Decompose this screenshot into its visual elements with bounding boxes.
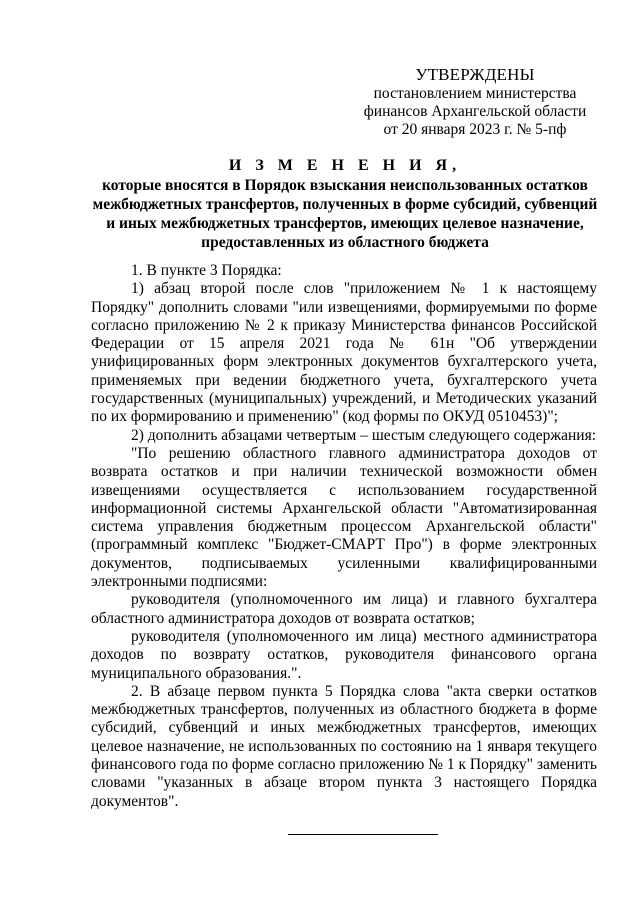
approval-line-2: финансов Архангельской области — [363, 103, 587, 120]
approved-title: УТВЕРЖДЕНЫ — [415, 65, 535, 84]
changes-title: И З М Е Н Е Н И Я, — [228, 157, 462, 174]
changes-subtitle: которые вносятся в Порядок взыскания неиспользованных остатков межбюджетных трансфертов, полученных в форме субсидий, субвенций и иных межбюджетных трансфертов, имеющих целевое назначение, предоставленных из областного бюджета — [92, 177, 598, 251]
item-1-subitem-2: 2) дополнить абзацами четвертым – шестым следующего содержания: — [131, 426, 597, 444]
approval-block — [350, 65, 600, 139]
quoted-paragraph-1: "По решению областного главного администратора доходов от возврата остатков и при наличии технической возможности обмен извещениями осуществляется с использованием государственной информационной системы Архангельской области "Автоматизированная система управления бюджетным процессом Архангельской области" (программный комплекс "Бюджет-СМАРТ Про") в форме электронных документов, подписываемых усиленными квалифицированными электронными подписями: — [91, 444, 597, 591]
approval-line-1: постановлением министерства — [373, 85, 577, 102]
item-1-subitem-1: 1) абзац второй после слов "приложением № 1 к настоящему Порядку" дополнить словами "или извещениями, формируемыми по форме согласно приложению № 2 к приказу Министерства финансов Российской Федерации от 15 апреля 2021 года № 61н "Об утверждении унифицированных форм электронных документов бухгалтерского учета, применяемых при ведении бюджетного учета, бухгалтерского учета государственных (муниципальных) учреждений, и Методических указаний по их формированию и применению" (код формы по ОКУД 0510453)"; — [91, 280, 597, 426]
approval-line-3: от 20 января 2023 г. № 5-пф — [383, 121, 567, 138]
quoted-paragraph-2: руководителя (уполномоченного им лица) и главного бухгалтера областного администратора доходов от возврата остатков; — [91, 591, 597, 627]
item-1-heading: 1. В пункте 3 Порядка: — [131, 262, 282, 279]
document-body — [91, 262, 597, 811]
document-heading — [90, 156, 600, 252]
item-2: 2. В абзаце первом пункта 5 Порядка слова "акта сверки остатков межбюджетных трансфертов, полученных из областного бюджета в форме субсидий, субвенций и иных межбюджетных трансфертов, имеющих целевое назначение, не использованных по состоянию на 1 января текущего финансового года по форме согласно приложению № 1 к Порядку" заменить словами "указанных в абзаце втором пункта 3 настоящего Порядка документов". — [91, 682, 597, 810]
quoted-paragraph-3: руководителя (уполномоченного им лица) местного администратора доходов по возврату остатков, руководителя финансового органа муниципального образования.". — [91, 627, 597, 682]
closing-divider — [288, 834, 438, 835]
